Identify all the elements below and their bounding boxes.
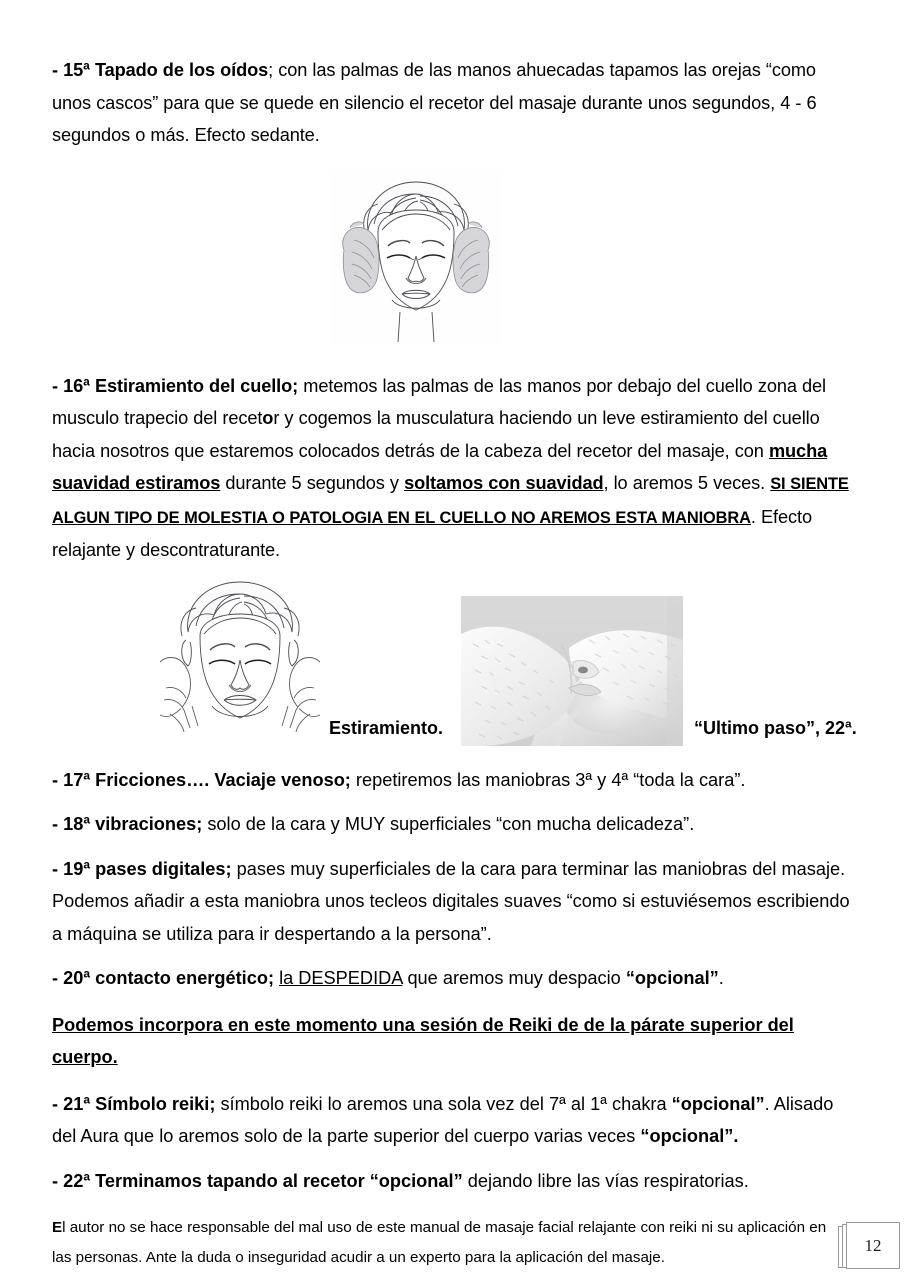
item-16-warning: SI SIENTE ALGUN TIPO DE MOLESTIA O PATOLOGIA EN EL CUELLO NO AREMOS ESTA MANIOBRA — [52, 475, 849, 527]
item-19-body: pases muy superficiales de la cara para terminar las maniobras del masaje. Podemos añadir a esta maniobra unos tecleos digitales suaves “como si estuviésemos escribiendo a máquina se utiliza para ir despertando a la persona”. — [52, 858, 850, 944]
item-19-number: - 19ª — [52, 858, 96, 879]
page-number-box — [838, 1222, 900, 1272]
paragraph-item-22 — [52, 1165, 852, 1198]
paragraph-disclaimer — [52, 1213, 842, 1273]
disclaimer-lead: E — [52, 1219, 63, 1236]
item-16-title: Estiramiento del cuello; — [94, 375, 299, 396]
item-16-body-1-bold: o — [262, 408, 274, 428]
item-15-title: Tapado de los oídos — [94, 60, 269, 80]
item-20-body-3: . — [718, 968, 724, 988]
spacer — [52, 567, 852, 578]
item-21-title: Símbolo reiki; — [95, 1093, 216, 1114]
paragraph-reiki-note: Podemos incorpora en este momento una sesión de Reiki de de la párate superior del cuerpo. — [52, 1014, 794, 1067]
item-16-number: - 16ª — [52, 375, 95, 396]
spacer — [52, 346, 852, 364]
face-hands-covering-ears-icon — [330, 170, 502, 346]
paragraph-item-18 — [52, 808, 852, 841]
item-16-body-1: metemos las palmas de las manos por debajo del cuello zona del musculo trapecio del recet — [52, 375, 826, 428]
paragraph-item-16 — [52, 370, 852, 567]
item-22-body: dejando libre las vías respiratorias. — [462, 1170, 749, 1191]
item-20-opcional: “opcional” — [625, 968, 719, 988]
item-17-title: Fricciones…. Vaciaje venoso; — [95, 769, 351, 790]
item-21-body-2: . Alisado del Aura que lo aremos solo de la parte superior del cuerpo varias veces — [52, 1093, 834, 1146]
figure-neck — [160, 578, 320, 744]
item-16-emphasis-1: mucha suavidad estiramos — [52, 440, 828, 493]
item-18-title: vibraciones; — [95, 814, 203, 834]
item-18-body: solo de la cara y MUY superficiales “con mucha delicadeza”. — [202, 814, 695, 834]
figure-towel-photo — [461, 596, 683, 746]
item-18-number: - 18ª — [52, 814, 96, 834]
item-17-number: - 17ª — [52, 769, 96, 790]
item-22-number: - 22ª — [52, 1170, 96, 1191]
caption-ultimo-paso — [694, 718, 857, 739]
paragraph-item-17 — [52, 764, 852, 797]
item-15-body: ; con las palmas de las manos ahuecadas tapamos las orejas “como unos cascos” para que se quede en silencio el recetor del masaje durante unos segundos, 4 - 6 segundos o más. Efecto sedante. — [52, 60, 817, 145]
item-15-number: - 15ª — [52, 60, 95, 80]
spacer — [52, 748, 852, 754]
caption-estiramiento: Estiramiento. — [329, 717, 444, 738]
paragraph-item-15 — [52, 54, 852, 152]
item-20-body-2: que aremos muy despacio — [402, 968, 626, 988]
figure-ears-row — [52, 170, 852, 346]
item-20-despedida: la DESPEDIDA — [279, 968, 403, 988]
paragraph-item-21 — [52, 1088, 852, 1153]
item-16-emphasis-2: soltamos con suavidad — [404, 473, 604, 493]
caption-ultimo-paso-number: 22ª. — [825, 717, 857, 738]
item-21-bold-1: “opcional” — [671, 1093, 765, 1114]
caption-ultimo-paso-quote: “Ultimo paso”, — [694, 717, 826, 738]
face-hands-neck-stretch-icon — [160, 578, 320, 744]
spacer — [52, 152, 852, 170]
item-16-body-4: . Efecto relajante y descontraturante. — [52, 506, 812, 560]
item-22-title: Terminamos tapando al recetor “opcional” — [95, 1170, 463, 1191]
figure-ears — [330, 170, 502, 346]
item-16-body-1-cont: r y cogemos la musculatura haciendo un leve estiramiento del cuello hacia nosotros que estaremos colocados detrás de la cabeza del recetor del masaje, con — [52, 408, 820, 461]
item-16-body-3: , lo aremos 5 veces. — [603, 473, 771, 493]
paragraph-item-19 — [52, 853, 852, 951]
item-20-number: - 20ª — [52, 968, 96, 988]
page-content — [52, 54, 857, 1273]
person-covered-with-towel-icon — [461, 596, 683, 746]
item-19-title: pases digitales; — [95, 858, 232, 879]
item-16-body-2: durante 5 segundos y — [220, 473, 405, 493]
item-21-number: - 21ª — [52, 1093, 96, 1114]
figure-row — [52, 578, 857, 748]
item-17-body: repetiremos las maniobras 3ª y 4ª “toda la cara”. — [350, 769, 746, 790]
paragraph-item-20 — [52, 962, 852, 995]
item-21-bold-2: “opcional”. — [640, 1126, 739, 1146]
item-21-body-1: símbolo reiki lo aremos una sola vez del 7ª al 1ª chakra — [215, 1093, 672, 1114]
page-number-value: 12 — [846, 1222, 900, 1269]
disclaimer-text: l autor no se hace responsable del mal uso de este manual de masaje facial relajante con reiki ni su aplicación en las personas. Ante la duda o inseguridad acudir a un experto para la aplicación del masaje. — [52, 1219, 827, 1266]
item-20-title: contacto energético; — [95, 968, 274, 988]
